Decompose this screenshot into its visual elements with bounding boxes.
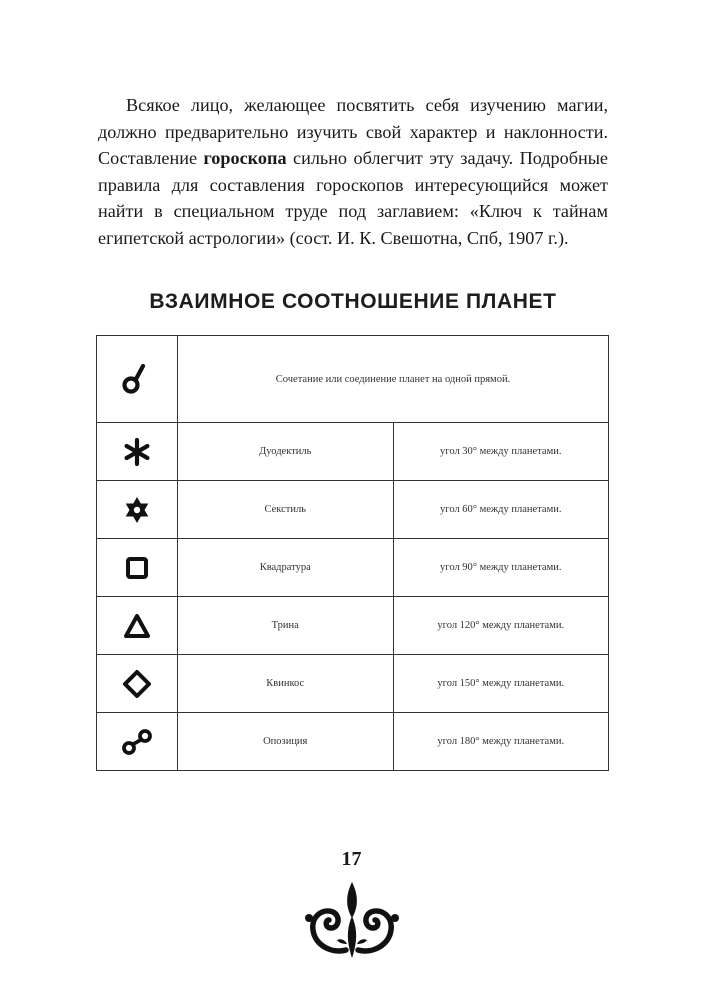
triangle-icon xyxy=(122,611,152,641)
aspect-name: Секстиль xyxy=(178,481,394,539)
table-row-conjunction xyxy=(97,336,609,423)
aspect-name: Опозиция xyxy=(178,713,394,771)
ornament-icon xyxy=(297,880,407,960)
opposition-icon xyxy=(120,727,154,757)
aspect-angle: угол 120° между планетами. xyxy=(393,597,609,655)
diamond-icon xyxy=(121,668,153,700)
square-icon xyxy=(123,554,151,582)
aspect-angle: угол 150° между планетами. xyxy=(393,655,609,713)
planet-relations-table xyxy=(96,335,609,771)
aspect-name: Квадратура xyxy=(178,539,394,597)
aspect-angle: угол 90° между планетами. xyxy=(393,539,609,597)
aspect-name: Квинкос xyxy=(178,655,394,713)
symbol-cell xyxy=(97,423,178,481)
conjunction-description: Сочетание или соединение планет на одной прямой. xyxy=(178,336,609,423)
table-row xyxy=(97,481,609,539)
hexagram-icon xyxy=(122,495,152,525)
symbol-cell xyxy=(97,713,178,771)
table-row xyxy=(97,423,609,481)
paragraph-text-before: Всякое лицо, желающее посвятить себя изучению магии, должно предварительно изучить свой характер и наклонности. Составление xyxy=(98,95,608,169)
table-row xyxy=(97,539,609,597)
asterisk-icon xyxy=(122,437,152,467)
conjunction-icon xyxy=(120,362,154,396)
symbol-cell xyxy=(97,655,178,713)
section-heading: ВЗАИМНОЕ СООТНОШЕНИЕ ПЛАНЕТ xyxy=(149,290,557,313)
symbol-cell xyxy=(97,539,178,597)
table-row xyxy=(97,713,609,771)
symbol-cell xyxy=(97,336,178,423)
paragraph-text-after: сильно облегчит эту задачу. Подробные правила для составления гороскопов интересующийся может найти в специальном труде под заглавием: «Ключ к тайнам египетской астрологии» (сост. И. К. Свешотна, Спб, 1907 г.). xyxy=(98,148,609,248)
paragraph-bold-word: гороскопа xyxy=(203,148,287,169)
body-paragraph xyxy=(98,92,608,252)
aspect-angle: угол 180° между планетами. xyxy=(393,713,609,771)
symbol-cell xyxy=(97,481,178,539)
page-number: 17 xyxy=(341,848,362,870)
symbol-cell xyxy=(97,597,178,655)
table-row xyxy=(97,655,609,713)
table-row xyxy=(97,597,609,655)
aspect-name: Дуодектиль xyxy=(178,423,394,481)
aspect-angle: угол 30° между планетами. xyxy=(393,423,609,481)
aspect-angle: угол 60° между планетами. xyxy=(393,481,609,539)
aspect-name: Трина xyxy=(178,597,394,655)
